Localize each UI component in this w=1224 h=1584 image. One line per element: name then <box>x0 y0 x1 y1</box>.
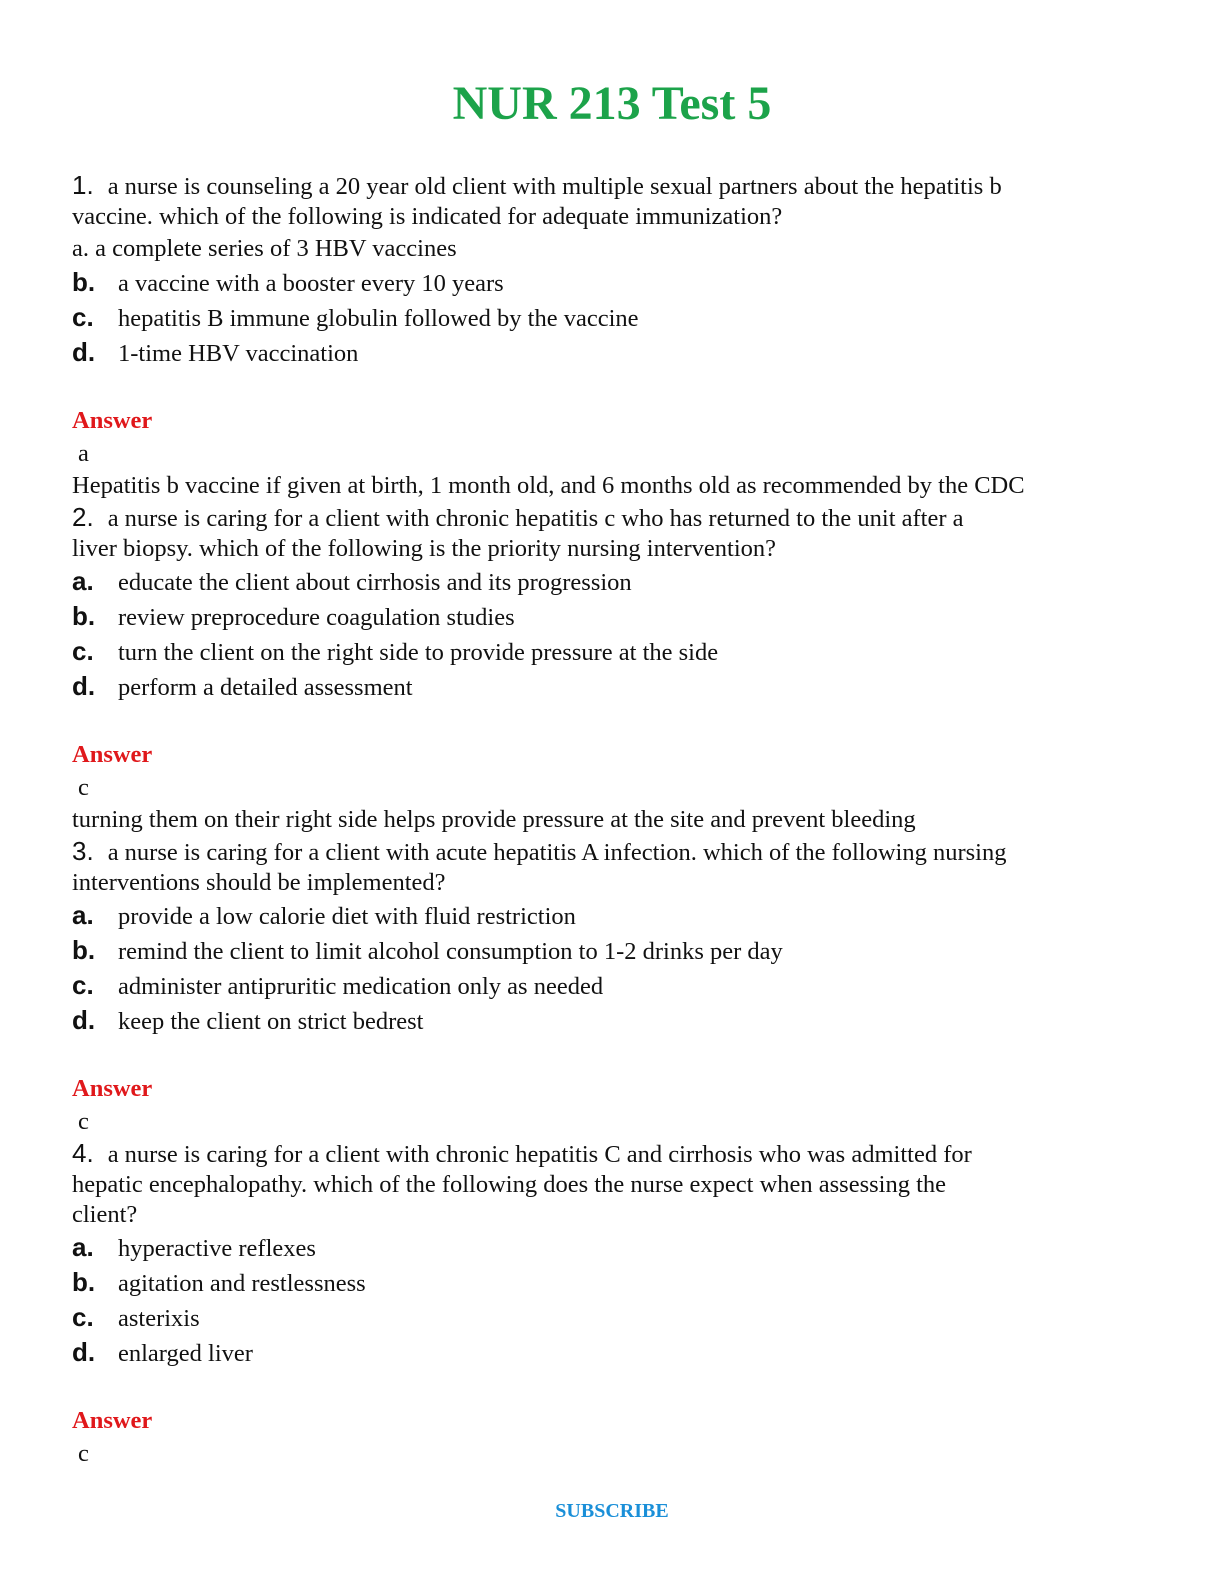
option-text: 1-time HBV vaccination <box>118 340 359 367</box>
question-number: 2. <box>72 502 94 532</box>
question-1 <box>72 170 1147 502</box>
question-4 <box>72 1138 1147 1470</box>
answer-value: c <box>78 1440 89 1467</box>
option-letter: c. <box>72 636 94 666</box>
option-letter: c. <box>72 302 94 332</box>
option-a <box>72 1230 1147 1265</box>
option-letter: b. <box>72 1267 96 1297</box>
question-text-line: 3. a nurse is caring for a client with acute hepatitis A infection. which of the following nursing <box>72 836 1007 866</box>
question-text-line: vaccine. which of the following is indicated for adequate immunization? <box>72 203 783 230</box>
option-text: keep the client on strict bedrest <box>118 1008 424 1035</box>
option-text: turn the client on the right side to provide pressure at the side <box>118 639 719 666</box>
answer-label: Answer <box>72 741 153 768</box>
option-letter: a. <box>72 1232 94 1262</box>
page-title: NUR 213 Test 5 <box>452 77 772 130</box>
answer-label: Answer <box>72 1075 153 1102</box>
answer-rationale: Hepatitis b vaccine if given at birth, 1 month old, and 6 months old as recommended by the CDC <box>72 472 1025 499</box>
option-letter: d. <box>72 1337 96 1367</box>
option-text: remind the client to limit alcohol consumption to 1-2 drinks per day <box>118 938 783 965</box>
answer-value: c <box>78 774 89 801</box>
question-text-line: liver biopsy. which of the following is the priority nursing intervention? <box>72 535 777 562</box>
question-3 <box>72 836 1147 1138</box>
subscribe-link[interactable]: SUBSCRIBE <box>555 1500 669 1522</box>
option-letter: b. <box>72 267 96 297</box>
question-text-line: hepatic encephalopathy. which of the following does the nurse expect when assessing the <box>72 1171 947 1198</box>
question-list <box>72 170 1147 1470</box>
question-text-line: interventions should be implemented? <box>72 869 446 896</box>
option-c <box>72 1300 1147 1335</box>
option-d <box>72 1003 1147 1038</box>
option-b <box>72 933 1147 968</box>
question-text-line: 4. a nurse is caring for a client with chronic hepatitis C and cirrhosis who was admitted for <box>72 1138 972 1168</box>
answer-label: Answer <box>72 1407 153 1434</box>
question-number: 3. <box>72 836 94 866</box>
question-text-line: client? <box>72 1201 138 1228</box>
option-letter: c. <box>72 970 94 1000</box>
option-c <box>72 634 1147 669</box>
option-d <box>72 335 1147 370</box>
option-letter: a. <box>72 900 94 930</box>
option-letter: c. <box>72 1302 94 1332</box>
option-text: perform a detailed assessment <box>118 674 413 701</box>
option-b <box>72 1265 1147 1300</box>
option-c <box>72 300 1147 335</box>
option-text: educate the client about cirrhosis and its progression <box>118 569 632 596</box>
option-text: hepatitis B immune globulin followed by the vaccine <box>118 305 639 332</box>
question-2 <box>72 502 1147 836</box>
answer-rationale: turning them on their right side helps provide pressure at the site and prevent bleeding <box>72 806 916 833</box>
option-text: enlarged liver <box>118 1340 253 1367</box>
option-letter: d. <box>72 1005 96 1035</box>
question-number: 4. <box>72 1138 94 1168</box>
option-c <box>72 968 1147 1003</box>
question-text-line: 2. a nurse is caring for a client with chronic hepatitis c who has returned to the unit after a <box>72 502 964 532</box>
option-a <box>72 898 1147 933</box>
option-b <box>72 599 1147 634</box>
option-letter: d. <box>72 671 96 701</box>
option-text: agitation and restlessness <box>118 1270 366 1297</box>
option-text: asterixis <box>118 1305 200 1332</box>
option-text: administer antipruritic medication only as needed <box>118 973 604 1000</box>
option-d <box>72 669 1147 704</box>
option-letter: b. <box>72 601 96 631</box>
option-b <box>72 265 1147 300</box>
option-letter: d. <box>72 337 96 367</box>
option-text: review preprocedure coagulation studies <box>118 604 515 631</box>
option-letter: a. <box>72 566 94 596</box>
option-text: provide a low calorie diet with fluid restriction <box>118 903 576 930</box>
answer-value: a <box>78 440 89 467</box>
option-a <box>72 564 1147 599</box>
answer-label: Answer <box>72 407 153 434</box>
answer-value: c <box>78 1108 89 1135</box>
option-d <box>72 1335 1147 1370</box>
option-a: a. a complete series of 3 HBV vaccines <box>72 235 457 262</box>
option-letter: b. <box>72 935 96 965</box>
question-number: 1. <box>72 170 94 200</box>
question-text-line: 1. a nurse is counseling a 20 year old client with multiple sexual partners about the hepatitis b <box>72 170 1002 200</box>
option-text: hyperactive reflexes <box>118 1235 316 1262</box>
option-text: a vaccine with a booster every 10 years <box>118 270 504 297</box>
